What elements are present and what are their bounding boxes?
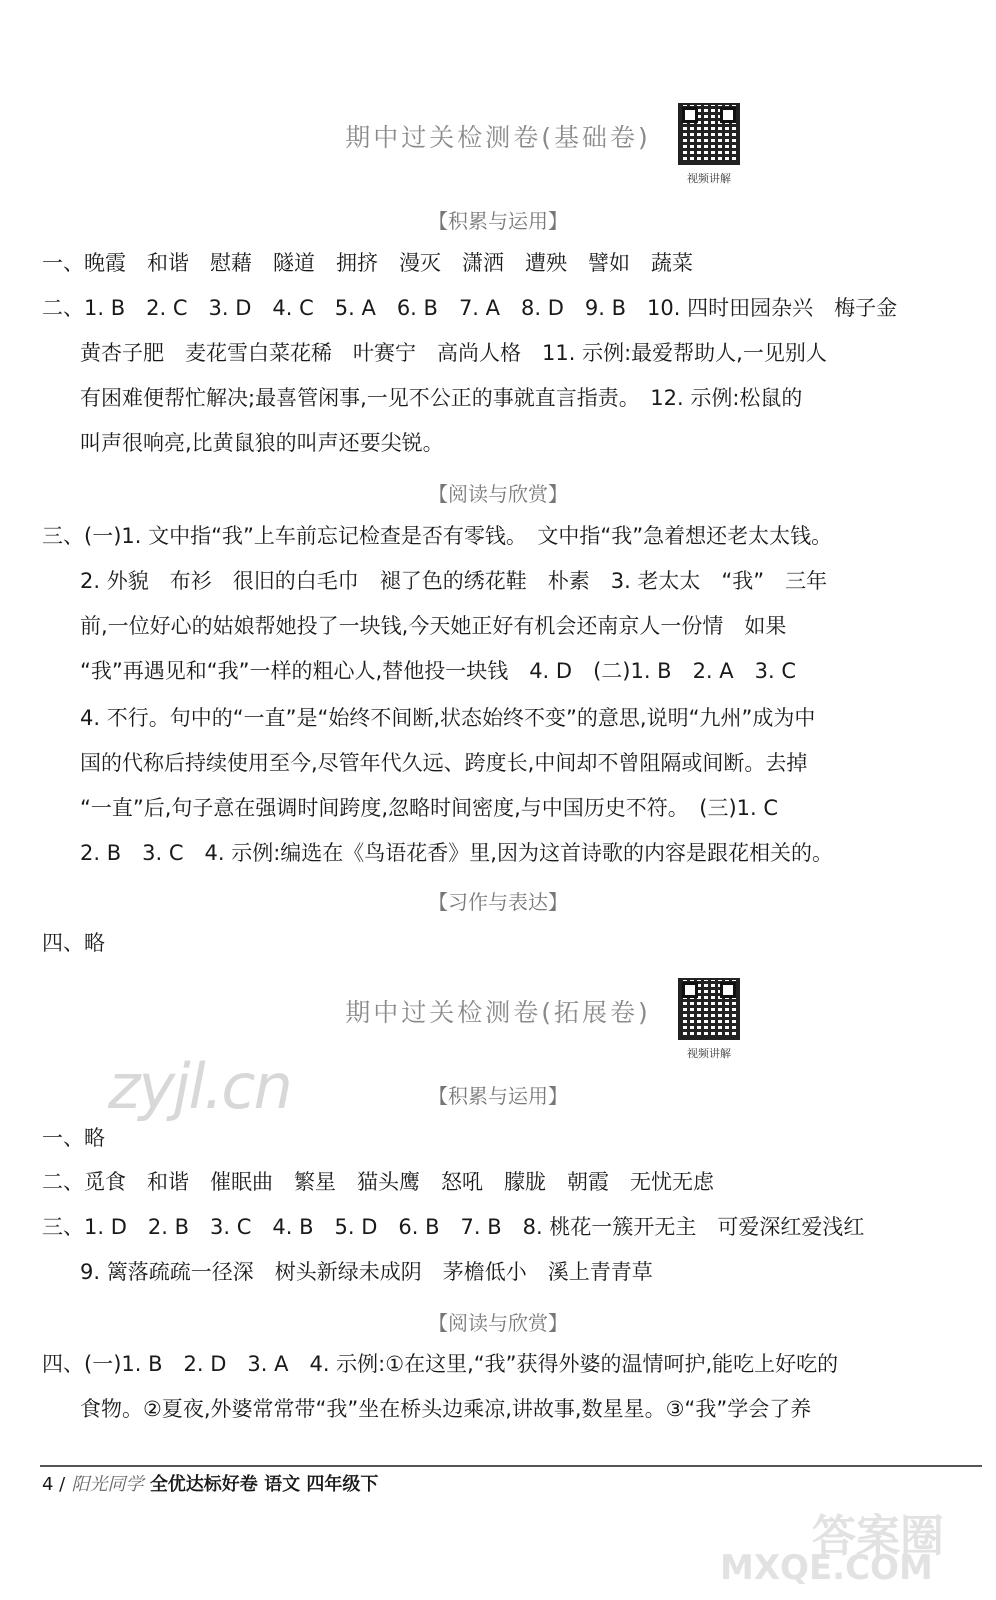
answer-line: 2. 外貌 布衫 很旧的白毛巾 褪了色的绣花鞋 朴素 3. 老太太 “我” 三年 — [80, 569, 828, 593]
section-heading: 【习作与表达】 — [428, 890, 568, 914]
answer-line: 叫声很响亮,比黄鼠狼的叫声还要尖锐。 — [80, 431, 444, 455]
watermark-zyjl: zyjl.cn — [108, 1050, 291, 1123]
section-heading: 【阅读与欣赏】 — [428, 1311, 568, 1335]
answer-line: 9. 篱落疏疏一径深 树头新绿未成阴 茅檐低小 溪上青青草 — [80, 1260, 653, 1284]
qr-label: 视频讲解 — [687, 172, 731, 185]
answer-line: 四、(一)1. B 2. D 3. A 4. 示例:①在这里,“我”获得外婆的温情呵护,能吃上好吃的 — [42, 1352, 839, 1376]
book-title: 全优达标好卷 语文 四年级下 — [149, 1474, 379, 1495]
page-number: 4 / — [42, 1474, 66, 1495]
answer-line: 食物。②夏夜,外婆常常带“我”坐在桥头边乘凉,讲故事,数星星。③“我”学会了养 — [80, 1397, 812, 1421]
answer-line: 2. B 3. C 4. 示例:编选在《鸟语花香》里,因为这首诗歌的内容是跟花相关的。 — [80, 841, 833, 865]
section-heading: 【积累与运用】 — [428, 1084, 568, 1108]
qr-label: 视频讲解 — [687, 1047, 731, 1060]
test1-title: 期中过关检测卷(基础卷) — [345, 123, 651, 152]
answer-line: 三、1. D 2. B 3. C 4. B 5. D 6. B 7. B 8. 桃花一簇开无主 可爱深红爱浅红 — [42, 1215, 865, 1239]
answer-line: 有困难便帮忙解决;最喜管闲事,一见不公正的事就直言指责。 12. 示例:松鼠的 — [80, 386, 803, 410]
answer-line: 一、晚霞 和谐 慰藉 隧道 拥挤 漫灭 潇洒 遭殃 譬如 蔬菜 — [42, 251, 693, 275]
answer-line: “一直”后,句子意在强调时间跨度,忽略时间密度,与中国历史不符。 (三)1. C — [80, 796, 779, 820]
brand-logo: 阳光同学 — [71, 1474, 144, 1495]
answer-line: 二、1. B 2. C 3. D 4. C 5. A 6. B 7. A 8. D 9. B 10. 四时田园杂兴 梅子金 — [42, 296, 898, 320]
answer-line: 三、(一)1. 文中指“我”上车前忘记检查是否有零钱。 文中指“我”急着想还老太太钱。 — [42, 524, 833, 548]
footer-divider — [40, 1465, 982, 1467]
answer-line: 一、略 — [42, 1126, 105, 1150]
page-footer — [42, 1470, 378, 1496]
watermark-daan: 答案圈 — [812, 1511, 944, 1562]
answer-line: 国的代称后持续使用至今,尽管年代久远、跨度长,中间却不曾阻隔或间断。去掉 — [80, 751, 808, 775]
answer-line: 前,一位好心的姑娘帮她投了一块钱,今天她正好有机会还南京人一份情 如果 — [80, 614, 787, 638]
answer-line: 四、略 — [42, 931, 105, 955]
answer-line: “我”再遇见和“我”一样的粗心人,替他投一块钱 4. D (二)1. B 2. A 3. C — [80, 659, 797, 683]
answer-line: 二、觅食 和谐 催眠曲 繁星 猫头鹰 怒吼 朦胧 朝霞 无忧无虑 — [42, 1170, 714, 1194]
test2-title: 期中过关检测卷(拓展卷) — [345, 998, 651, 1027]
qr-code-icon[interactable] — [678, 103, 740, 165]
section-heading: 【阅读与欣赏】 — [428, 482, 568, 506]
section-heading: 【积累与运用】 — [428, 209, 568, 233]
watermark-mxqe: MXQE.COM — [720, 1548, 933, 1588]
answer-line: 4. 不行。句中的“一直”是“始终不间断,状态始终不变”的意思,说明“九州”成为中 — [80, 706, 816, 730]
qr-code-icon[interactable] — [678, 978, 740, 1040]
answer-line: 黄杏子肥 麦花雪白菜花稀 叶赛宁 高尚人格 11. 示例:最爱帮助人,一见别人 — [80, 341, 827, 365]
